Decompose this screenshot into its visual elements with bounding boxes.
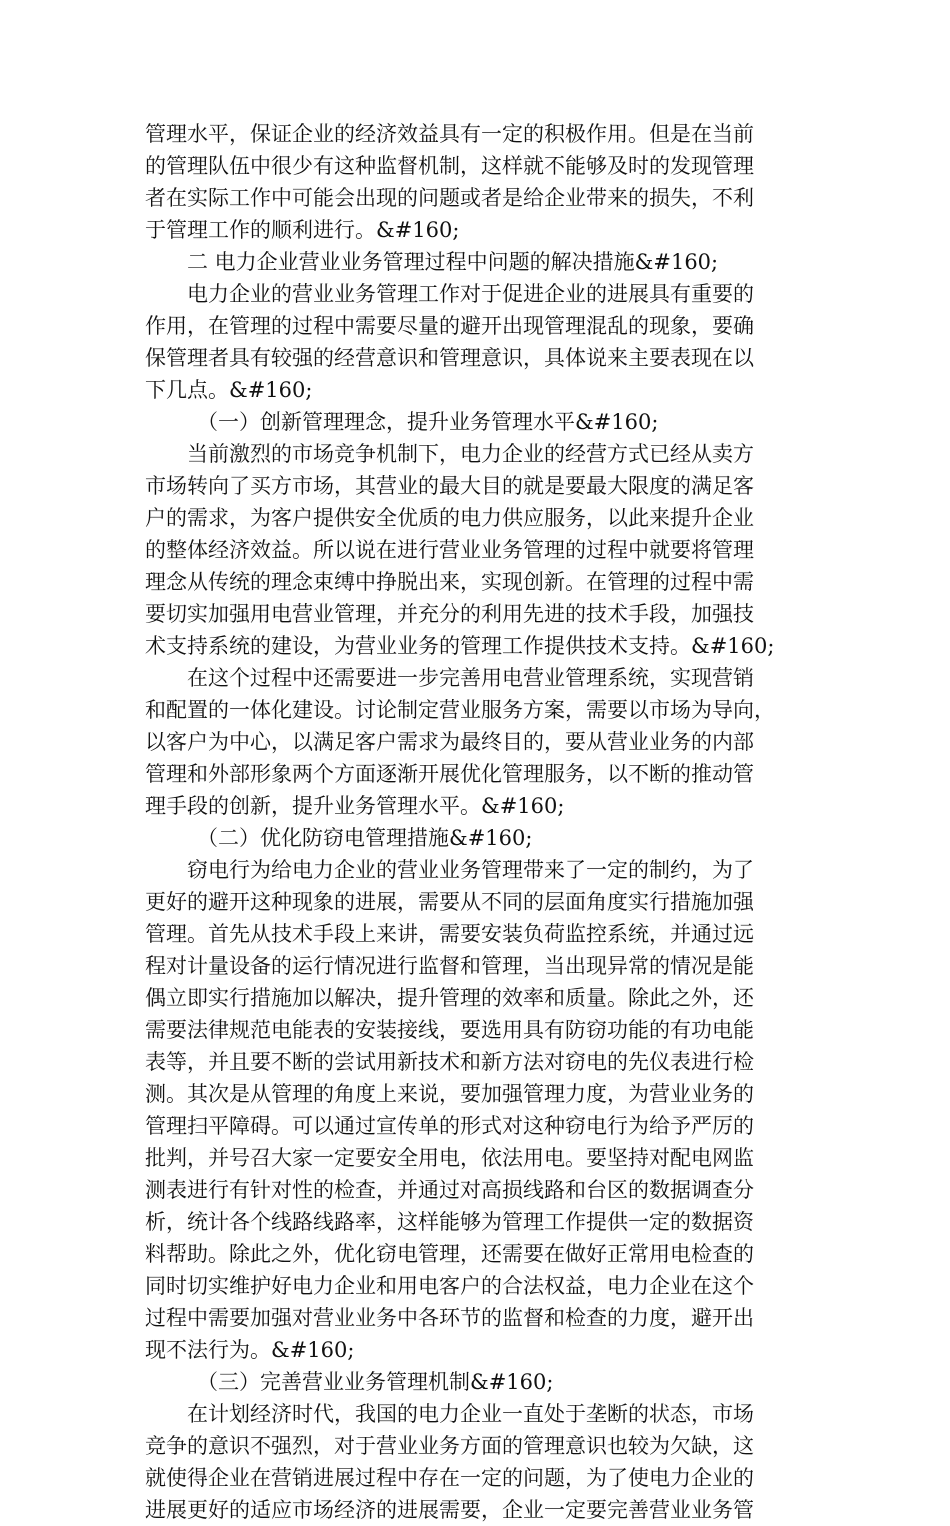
text-line: 管理。首先从技术手段上来讲，需要安装负荷监控系统，并通过远: [145, 922, 754, 946]
text-line: 下几点。&#160;: [145, 378, 313, 402]
text-line: 以客户为中心，以满足客户需求为最终目的，要从营业业务的内部: [145, 730, 754, 754]
text-line: 测。其次是从管理的角度上来说，要加强管理力度，为营业业务的: [145, 1082, 754, 1106]
text-line: 析，统计各个线路线路率，这样能够为管理工作提供一定的数据资: [145, 1210, 754, 1234]
text-line: （一）创新管理理念，提升业务管理水平&#160;: [197, 410, 659, 434]
text-line: 在计划经济时代，我国的电力企业一直处于垄断的状态，市场: [187, 1402, 754, 1426]
text-line: 二 电力企业营业业务管理过程中问题的解决措施&#160;: [187, 250, 719, 274]
text-line: （三）完善营业业务管理机制&#160;: [197, 1370, 554, 1394]
text-line: 当前激烈的市场竞争机制下，电力企业的经营方式已经从卖方: [187, 442, 754, 466]
text-line: 市场转向了买方市场，其营业的最大目的就是要最大限度的满足客: [145, 474, 754, 498]
text-line: 偶立即实行措施加以解决，提升管理的效率和质量。除此之外，还: [145, 986, 754, 1010]
text-line: 表等，并且要不断的尝试用新技术和新方法对窃电的先仪表进行检: [145, 1050, 754, 1074]
text-line: 的整体经济效益。所以说在进行营业业务管理的过程中就要将管理: [145, 538, 754, 562]
text-line: 术支持系统的建设，为营业业务的管理工作提供技术支持。&#160;: [145, 634, 775, 658]
text-line: 管理扫平障碍。可以通过宣传单的形式对这种窃电行为给予严厉的: [145, 1114, 754, 1138]
text-line: 户的需求，为客户提供安全优质的电力供应服务，以此来提升企业: [145, 506, 754, 530]
text-line: 窃电行为给电力企业的营业业务管理带来了一定的制约，为了: [187, 858, 754, 882]
text-line: 料帮助。除此之外，优化窃电管理，还需要在做好正常用电检查的: [145, 1242, 754, 1266]
text-line: 测表进行有针对性的检查，并通过对高损线路和台区的数据调查分: [145, 1178, 754, 1202]
text-line: 进展更好的适应市场经济的进展需要，企业一定要完善营业业务管: [145, 1498, 754, 1522]
document-body: [145, 118, 805, 1526]
text-line: 要切实加强用电营业管理，并充分的利用先进的技术手段，加强技: [145, 602, 754, 626]
text-line: 电力企业的营业业务管理工作对于促进企业的进展具有重要的: [187, 282, 754, 306]
text-line: （二）优化防窃电管理措施&#160;: [197, 826, 533, 850]
text-line: 在这个过程中还需要进一步完善用电营业管理系统，实现营销: [187, 666, 754, 690]
text-line: 保管理者具有较强的经营意识和管理意识，具体说来主要表现在以: [145, 346, 754, 370]
text-line: 就使得企业在营销进展过程中存在一定的问题，为了使电力企业的: [145, 1466, 754, 1490]
text-line: 理手段的创新，提升业务管理水平。&#160;: [145, 794, 565, 818]
text-line: 批判，并号召大家一定要安全用电，依法用电。要坚持对配电网监: [145, 1146, 754, 1170]
text-line: 于管理工作的顺利进行。&#160;: [145, 218, 460, 242]
text-line: 程对计量设备的运行情况进行监督和管理，当出现异常的情况是能: [145, 954, 754, 978]
text-line: 更好的避开这种现象的进展，需要从不同的层面角度实行措施加强: [145, 890, 754, 914]
text-line: 过程中需要加强对营业业务中各环节的监督和检查的力度，避开出: [145, 1306, 754, 1330]
text-line: 竞争的意识不强烈，对于营业业务方面的管理意识也较为欠缺，这: [145, 1434, 754, 1458]
text-line: 管理水平，保证企业的经济效益具有一定的积极作用。但是在当前: [145, 122, 754, 146]
text-line: 同时切实维护好电力企业和用电客户的合法权益，电力企业在这个: [145, 1274, 754, 1298]
text-line: 需要法律规范电能表的安装接线，要选用具有防窃功能的有功电能: [145, 1018, 754, 1042]
text-line: 理念从传统的理念束缚中挣脱出来，实现创新。在管理的过程中需: [145, 570, 754, 594]
text-line: 者在实际工作中可能会出现的问题或者是给企业带来的损失，不利: [145, 186, 754, 210]
text-line: 的管理队伍中很少有这种监督机制，这样就不能够及时的发现管理: [145, 154, 754, 178]
text-line: 现不法行为。&#160;: [145, 1338, 355, 1362]
text-line: 管理和外部形象两个方面逐渐开展优化管理服务，以不断的推动管: [145, 762, 754, 786]
text-line: 作用，在管理的过程中需要尽量的避开出现管理混乱的现象，要确: [145, 314, 754, 338]
text-line: 和配置的一体化建设。讨论制定营业服务方案，需要以市场为导向，: [145, 698, 775, 722]
